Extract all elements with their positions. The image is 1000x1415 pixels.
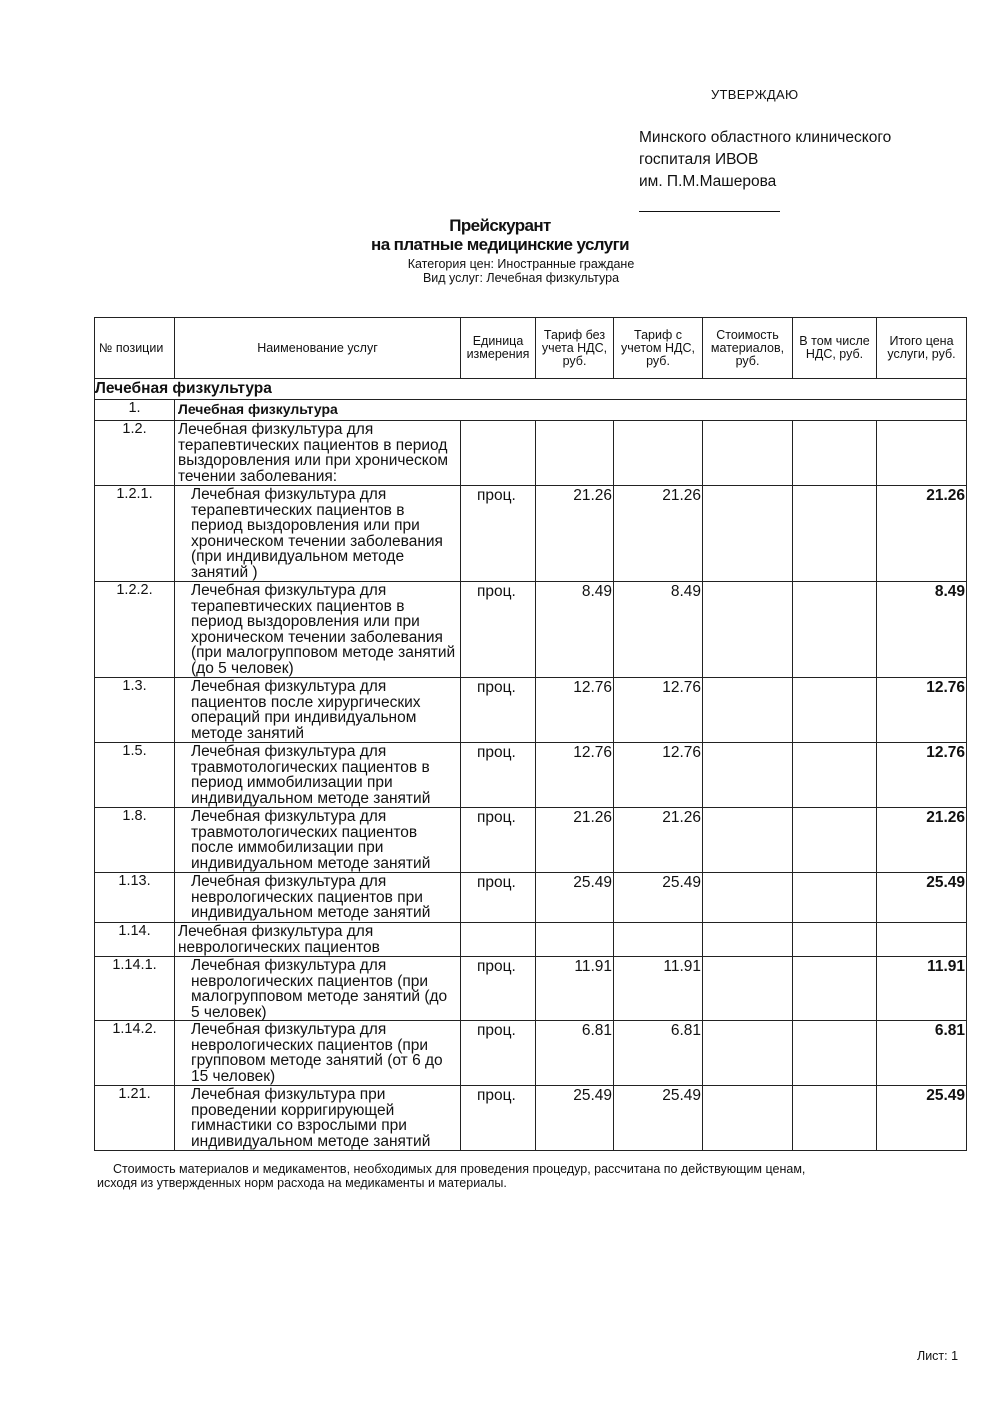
row-tariff-vat: 11.91: [614, 957, 703, 1021]
row-total: 25.49: [877, 873, 967, 923]
row-name: Лечебная физкультура для терапевтических пациентов в период выздоровления или при хроническом течении заболевания:: [175, 421, 461, 486]
row-total: [877, 421, 967, 486]
footnote: [97, 1162, 977, 1190]
row-tariff-vat: 25.49: [614, 1086, 703, 1151]
row-unit: [461, 923, 536, 957]
row-tariff-vat: 6.81: [614, 1021, 703, 1086]
table-row: [95, 1021, 967, 1086]
header-vat: В том числе НДС, руб.: [793, 318, 877, 379]
row-unit: проц.: [461, 808, 536, 873]
row-name: Лечебная физкультура для пациентов после хирургических операций при индивидуальном методе занятий: [175, 678, 461, 743]
row-materials: [703, 678, 793, 743]
document-title: Прейскурант: [449, 216, 551, 235]
service-type: Вид услуг: Лечебная физкультура: [422, 271, 620, 285]
row-tariff-vat: 25.49: [614, 873, 703, 923]
row-total: 11.91: [877, 957, 967, 1021]
price-table: [94, 317, 967, 1151]
row-number: 1.5.: [95, 743, 175, 808]
header-position: № позиции: [95, 318, 175, 379]
row-vat: [793, 1086, 877, 1151]
row-number: 1.8.: [95, 808, 175, 873]
price-category: Категория цен: Иностранные граждане: [407, 257, 635, 271]
row-vat: [793, 421, 877, 486]
row-tariff-vat: [614, 923, 703, 957]
row-tariff: 11.91: [536, 957, 614, 1021]
table-header-row: [95, 318, 967, 379]
row-name: Лечебная физкультура для терапевтических пациентов в период выздоровления или при хроническом течении заболевания (при индивидуальном методе занятий ): [175, 486, 461, 582]
subsection-number: 1.: [95, 400, 175, 421]
row-tariff-vat: 12.76: [614, 743, 703, 808]
row-vat: [793, 873, 877, 923]
signature-line: [639, 211, 780, 212]
row-tariff: 12.76: [536, 743, 614, 808]
row-materials: [703, 582, 793, 678]
row-tariff: [536, 923, 614, 957]
row-total: 21.26: [877, 808, 967, 873]
row-vat: [793, 923, 877, 957]
row-vat: [793, 1021, 877, 1086]
document-subtitle: на платные медицинские услуги: [371, 235, 629, 254]
row-vat: [793, 486, 877, 582]
row-total: [877, 923, 967, 957]
header-tariff: Тариф без учета НДС, руб.: [536, 318, 614, 379]
table-row: [95, 582, 967, 678]
row-tariff-vat: 8.49: [614, 582, 703, 678]
header-unit: Единица измерения: [461, 318, 536, 379]
table-row: [95, 486, 967, 582]
table-row: [95, 873, 967, 923]
row-tariff: 21.26: [536, 808, 614, 873]
row-unit: проц.: [461, 1021, 536, 1086]
row-unit: проц.: [461, 743, 536, 808]
row-materials: [703, 873, 793, 923]
row-total: 25.49: [877, 1086, 967, 1151]
row-materials: [703, 808, 793, 873]
row-tariff-vat: 21.26: [614, 486, 703, 582]
table-row: [95, 678, 967, 743]
table-row: [95, 743, 967, 808]
table-row: [95, 923, 967, 957]
row-name: Лечебная физкультура для неврологических пациентов (при групповом методе занятий (от 6 до 15 человек): [175, 1021, 461, 1086]
row-vat: [793, 808, 877, 873]
row-unit: проц.: [461, 957, 536, 1021]
row-tariff: 12.76: [536, 678, 614, 743]
table-row: [95, 808, 967, 873]
row-materials: [703, 743, 793, 808]
row-materials: [703, 957, 793, 1021]
footnote-line-1: Стоимость материалов и медикаментов, необходимых для проведения процедур, рассчитана по действующим ценам,: [113, 1162, 806, 1176]
row-total: 6.81: [877, 1021, 967, 1086]
table-row: [95, 957, 967, 1021]
row-unit: проц.: [461, 1086, 536, 1151]
row-tariff-vat: 12.76: [614, 678, 703, 743]
row-number: 1.14.2.: [95, 1021, 175, 1086]
subsection-name: Лечебная физкультура: [175, 400, 967, 421]
row-number: 1.14.: [95, 923, 175, 957]
row-number: 1.14.1.: [95, 957, 175, 1021]
row-number: 1.2.1.: [95, 486, 175, 582]
row-name: Лечебная физкультура для терапевтических пациентов в период выздоровления или при хроническом течении заболевания (при малогрупповом методе занятий (до 5 человек): [175, 582, 461, 678]
table-row: [95, 1086, 967, 1151]
row-materials: [703, 421, 793, 486]
approval-stamp-label: УТВЕРЖДАЮ: [711, 87, 799, 102]
section-row: [95, 379, 967, 400]
row-unit: проц.: [461, 678, 536, 743]
row-tariff: [536, 421, 614, 486]
section-title: Лечебная физкультура: [95, 379, 967, 400]
row-number: 1.2.2.: [95, 582, 175, 678]
row-vat: [793, 582, 877, 678]
organization-line-2: госпиталя ИВОВ: [639, 151, 759, 168]
footnote-line-2: исходя из утвержденных норм расхода на медикаменты и материалы.: [97, 1176, 507, 1190]
row-tariff: 6.81: [536, 1021, 614, 1086]
row-vat: [793, 957, 877, 1021]
row-materials: [703, 1021, 793, 1086]
row-total: 12.76: [877, 743, 967, 808]
row-unit: проц.: [461, 582, 536, 678]
row-total: 12.76: [877, 678, 967, 743]
row-unit: проц.: [461, 873, 536, 923]
row-materials: [703, 1086, 793, 1151]
sheet-number: Лист: 1: [917, 1349, 959, 1363]
row-name: Лечебная физкультура при проведении корригирующей гимнастики со взрослыми при индивидуальном методе занятий: [175, 1086, 461, 1151]
organization-line-1: Минского областного клинического: [639, 129, 892, 146]
header-total: Итого цена услуги, руб.: [877, 318, 967, 379]
row-tariff: 25.49: [536, 1086, 614, 1151]
row-number: 1.21.: [95, 1086, 175, 1151]
organization-line-3: им. П.М.Машерова: [639, 173, 777, 190]
row-tariff-vat: 21.26: [614, 808, 703, 873]
row-tariff: 21.26: [536, 486, 614, 582]
row-unit: проц.: [461, 486, 536, 582]
row-vat: [793, 743, 877, 808]
header-materials: Стоимость материалов, руб.: [703, 318, 793, 379]
row-name: Лечебная физкультура для травмотологических пациентов после иммобилизации при индивидуальном методе занятий: [175, 808, 461, 873]
row-number: 1.2.: [95, 421, 175, 486]
row-number: 1.13.: [95, 873, 175, 923]
row-total: 21.26: [877, 486, 967, 582]
row-name: Лечебная физкультура для неврологических пациентов (при малогрупповом методе занятий (до 5 человек): [175, 957, 461, 1021]
row-total: 8.49: [877, 582, 967, 678]
header-tariff-vat: Тариф с учетом НДС, руб.: [614, 318, 703, 379]
row-name: Лечебная физкультура для неврологических пациентов: [175, 923, 461, 957]
row-number: 1.3.: [95, 678, 175, 743]
row-tariff-vat: [614, 421, 703, 486]
row-unit: [461, 421, 536, 486]
table-row: [95, 421, 967, 486]
row-materials: [703, 923, 793, 957]
header-name: Наименование услуг: [175, 318, 461, 379]
row-tariff: 8.49: [536, 582, 614, 678]
row-materials: [703, 486, 793, 582]
row-tariff: 25.49: [536, 873, 614, 923]
row-name: Лечебная физкультура для травмотологических пациентов в период иммобилизации при индивидуальном методе занятий: [175, 743, 461, 808]
subsection-row: [95, 400, 967, 421]
row-vat: [793, 678, 877, 743]
row-name: Лечебная физкультура для неврологических пациентов при индивидуальном методе занятий: [175, 873, 461, 923]
